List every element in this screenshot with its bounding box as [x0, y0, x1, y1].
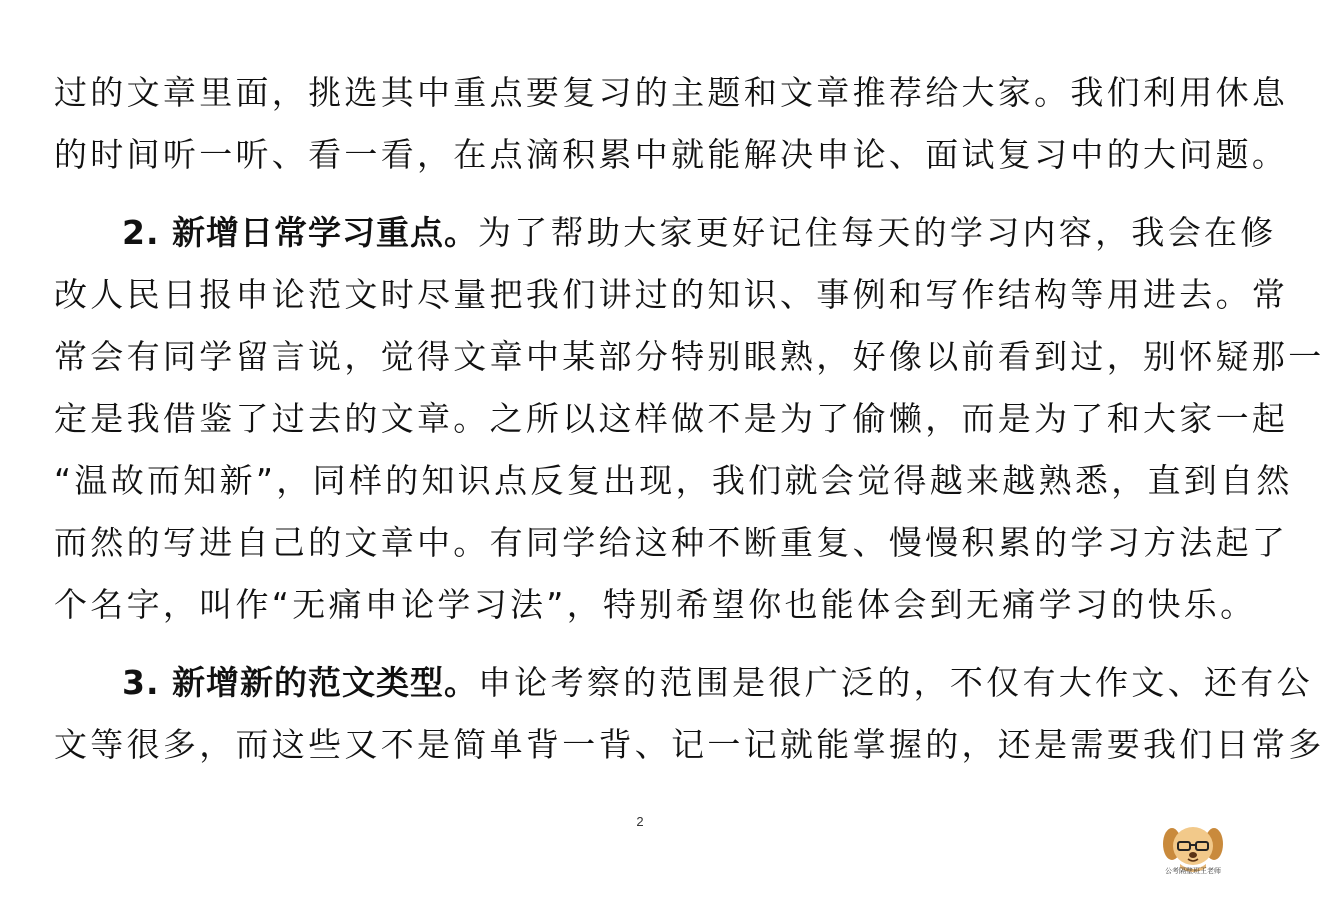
text-line: 的时间听一听、看一看，在点滴积累中就能解决申论、面试复习中的大问题。 — [54, 135, 1289, 174]
text-line: 常会有同学留言说，觉得文章中某部分特别眼熟，好像以前看到过，别怀疑那一 — [54, 337, 1325, 376]
paragraph-1 — [54, 62, 1289, 186]
text-run: 为了帮助大家更好记住每天的学习内容，我会在修 — [478, 213, 1277, 252]
document-body — [54, 62, 1325, 792]
text-line: “温故而知新”，同样的知识点反复出现，我们就会觉得越来越熟悉，直到自然 — [54, 461, 1293, 500]
paragraph-3 — [54, 652, 1325, 776]
paragraph-heading: 3. 新增新的范文类型。 — [122, 663, 478, 702]
text-line: 而然的写进自己的文章中。有同学给这种不断重复、慢慢积累的学习方法起了 — [54, 523, 1289, 562]
watermark-caption: 公考隔壁班王老师 — [1165, 867, 1221, 875]
paragraph-heading: 2. 新增日常学习重点。 — [122, 213, 478, 252]
text-line — [54, 202, 1277, 264]
page-number: 2 — [636, 814, 644, 829]
text-line: 改人民日报申论范文时尽量把我们讲过的知识、事例和写作结构等用进去。常 — [54, 275, 1289, 314]
paragraph-2 — [54, 202, 1325, 636]
cartoon-dog-with-glasses-icon — [1158, 818, 1228, 888]
text-line: 文等很多，而这些又不是简单背一背、记一记就能掌握的，还是需要我们日常多 — [54, 725, 1325, 764]
text-line: 过的文章里面，挑选其中重点要复习的主题和文章推荐给大家。我们利用休息 — [54, 73, 1289, 112]
text-run: 申论考察的范围是很广泛的，不仅有大作文、还有公 — [478, 663, 1313, 702]
text-line — [54, 652, 1313, 714]
text-line: 个名字，叫作“无痛申论学习法”，特别希望你也能体会到无痛学习的快乐。 — [54, 585, 1257, 624]
text-line: 定是我借鉴了过去的文章。之所以这样做不是为了偷懒，而是为了和大家一起 — [54, 399, 1289, 438]
